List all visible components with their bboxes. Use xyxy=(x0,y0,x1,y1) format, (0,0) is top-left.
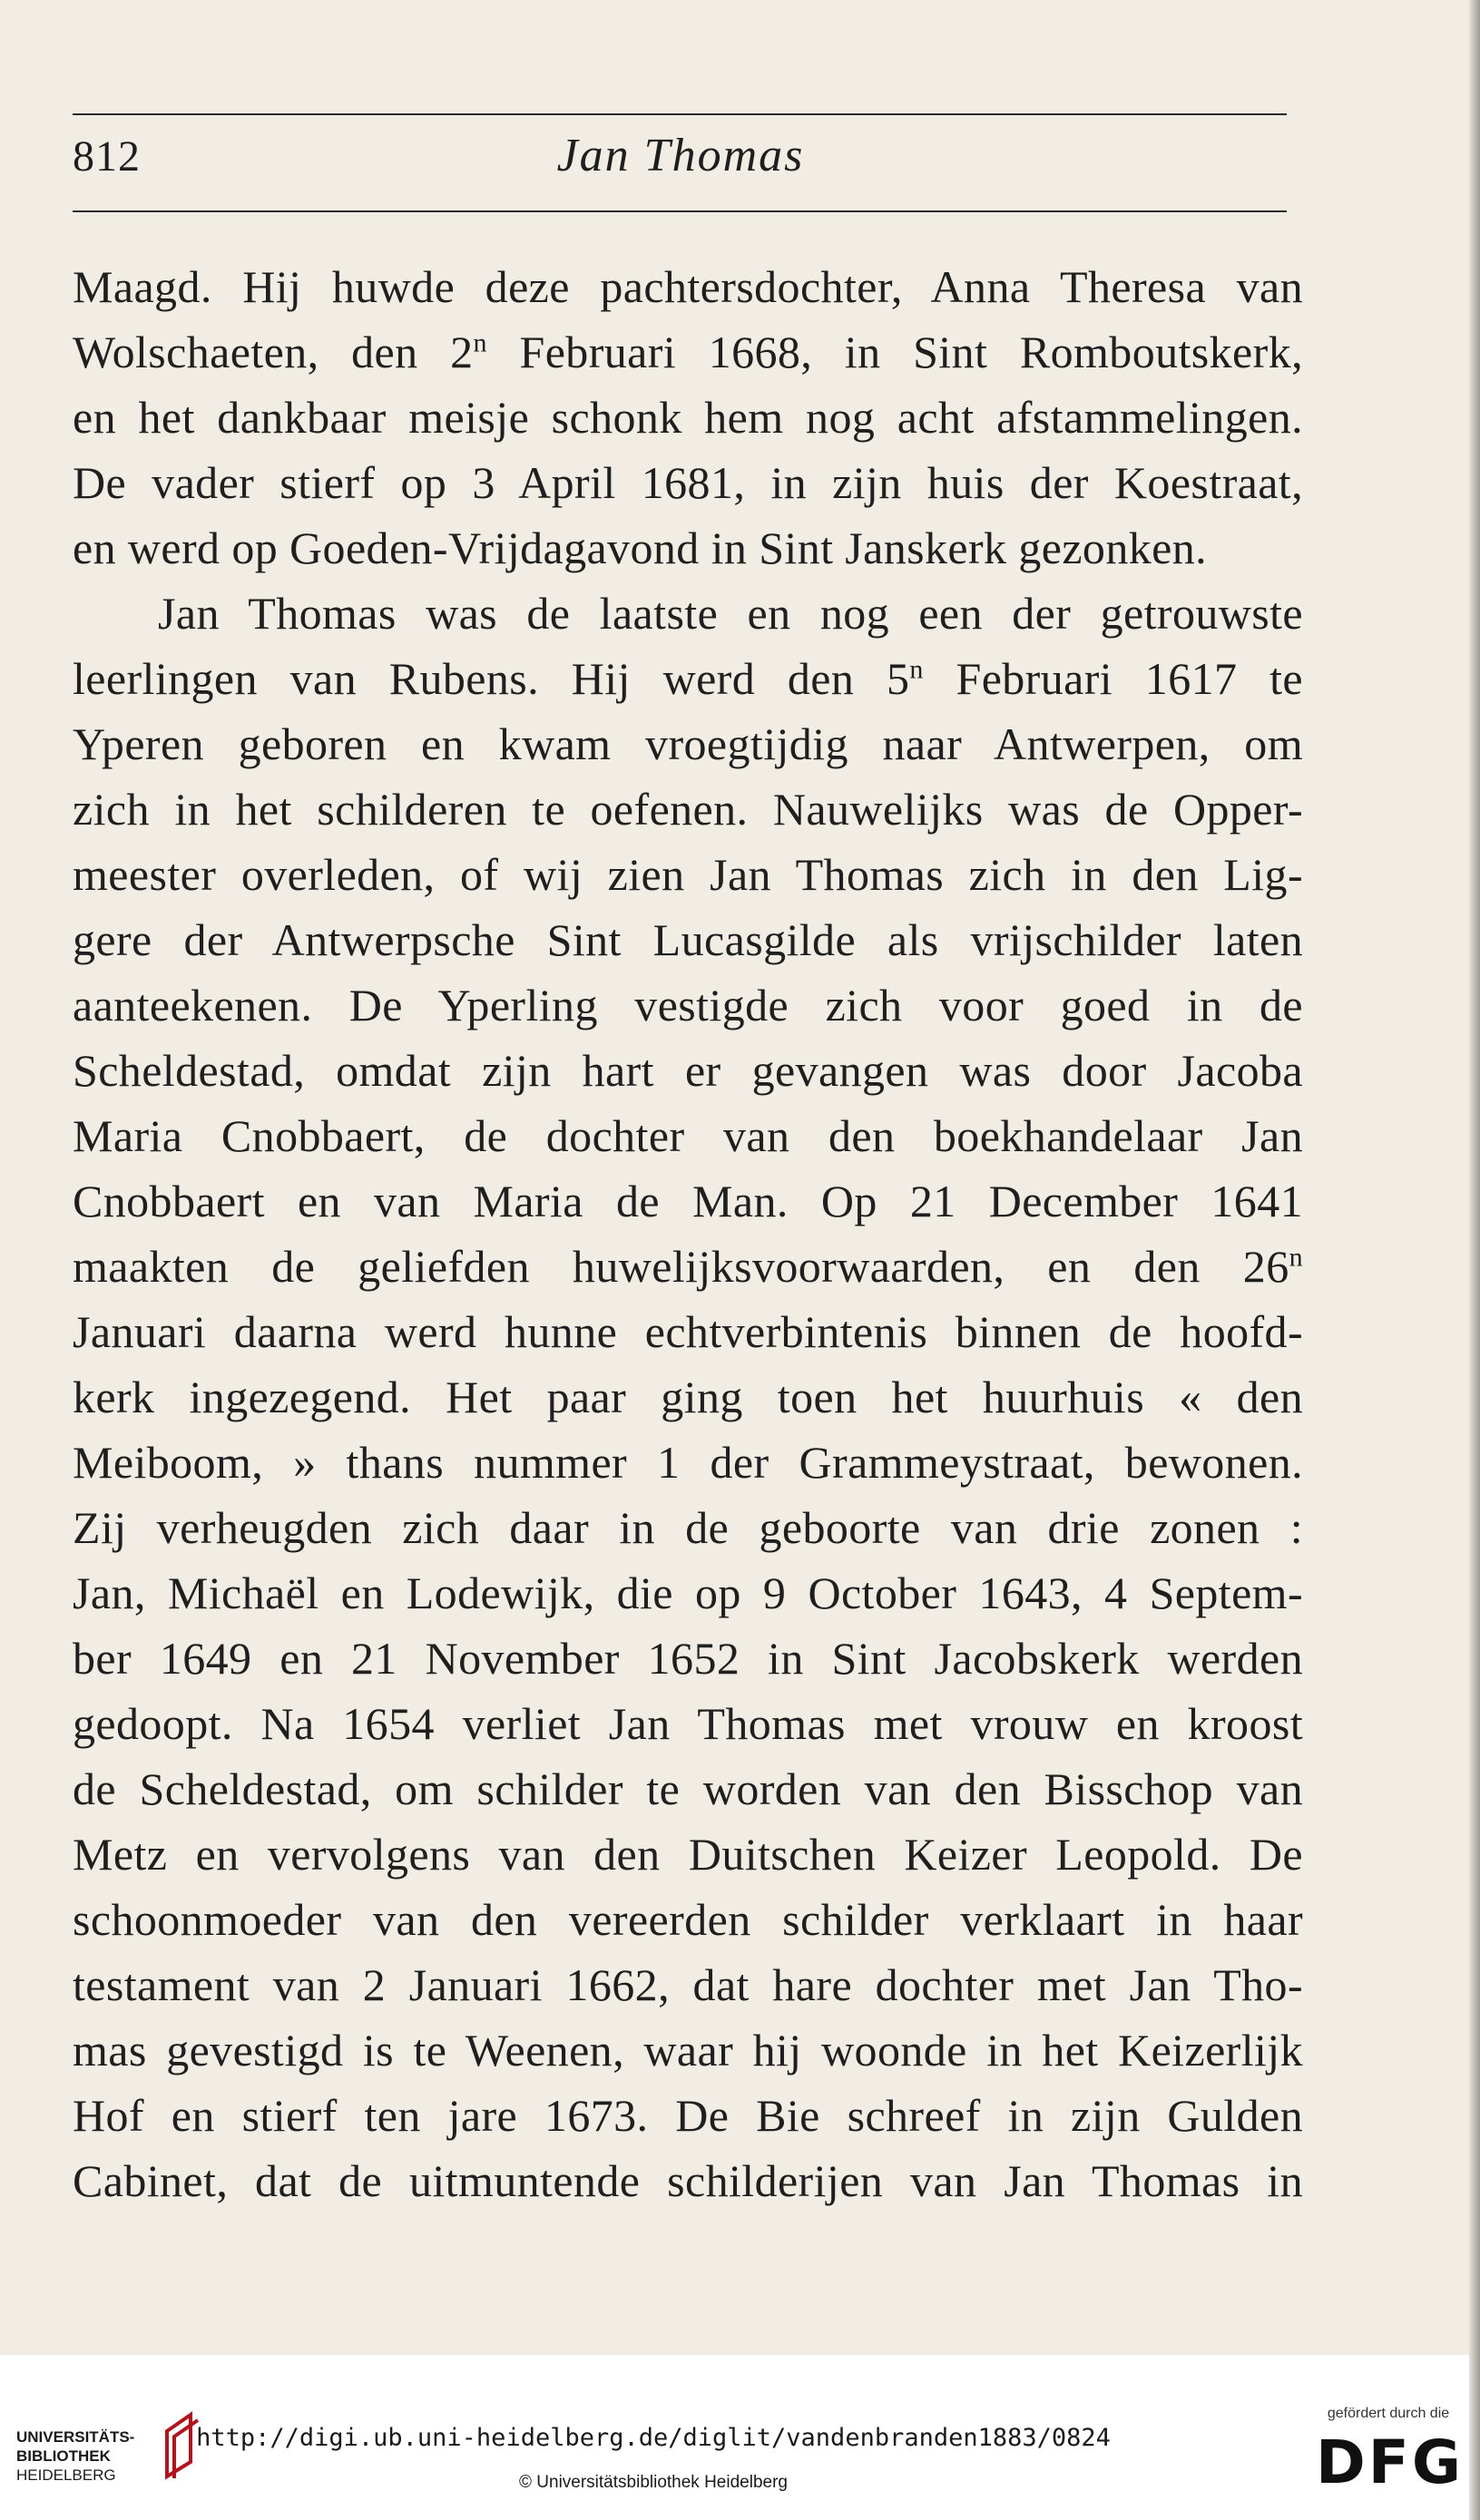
library-name-line: HEIDELBERG xyxy=(16,2466,116,2484)
text-line: kerk ingezegend. Het paar ging toen het huurhuis « den xyxy=(73,1372,1303,1422)
text-line: Scheldestad, omdat zijn hart er gevangen was door Jacoba xyxy=(73,1045,1303,1096)
library-name-line: UNIVERSITÄTS- xyxy=(16,2428,135,2446)
text-line: en werd op Goeden-Vrijdagavond in Sint Janskerk gezonken. xyxy=(73,523,1208,573)
text-line: ber 1649 en 21 November 1652 in Sint Jacobskerk werden xyxy=(73,1633,1303,1684)
text-line: aanteekenen. De Yperling vestigde zich voor goed in de xyxy=(73,980,1303,1030)
text-line: Cnobbaert en van Maria de Man. Op 21 December 1641 xyxy=(73,1176,1303,1226)
text-line: Wolschaeten, den 2$^n$ Februari 1668, in Sint Romboutskerk, xyxy=(73,327,1304,377)
funder-caption: gefördert durch die xyxy=(1327,2406,1450,2421)
text-line: en het dankbaar meisje schonk hem nog acht afstammelingen. xyxy=(73,392,1303,443)
body-text xyxy=(73,254,1303,2213)
dfg-logo: DFG xyxy=(1316,2427,1465,2497)
running-title: Jan Thomas xyxy=(556,130,805,181)
header-bottom-rule xyxy=(73,210,1287,212)
header-top-rule xyxy=(73,113,1287,115)
copyright-notice: © Universitätsbibliothek Heidelberg xyxy=(519,2473,788,2492)
text-line: Hof en stierf ten jare 1673. De Bie schreef in zijn Gulden xyxy=(73,2090,1303,2141)
text-line: testament van 2 Januari 1662, dat hare dochter met Jan Tho- xyxy=(73,1959,1303,2010)
text-line: leerlingen van Rubens. Hij werd den 5$^n$ Februari 1617 te xyxy=(73,653,1303,704)
text-line: meester overleden, of wij zien Jan Thomas zich in den Lig- xyxy=(73,849,1303,900)
text-line: mas gevestigd is te Weenen, waar hij woonde in het Keizerlijk xyxy=(73,2025,1303,2076)
text-line: Meiboom, » thans nummer 1 der Grammeystraat, bewonen. xyxy=(73,1437,1303,1488)
text-line: gedoopt. Na 1654 verliet Jan Thomas met vrouw en kroost xyxy=(73,1698,1303,1749)
text-line: Jan, Michaël en Lodewijk, die op 9 October 1643, 4 Septem- xyxy=(73,1568,1303,1618)
text-line: Metz en vervolgens van den Duitschen Keizer Leopold. De xyxy=(73,1829,1303,1880)
digitization-footer xyxy=(0,2355,1469,2520)
text-line: schoonmoeder van den vereerden schilder verklaart in haar xyxy=(73,1894,1303,1945)
text-line: Maagd. Hij huwde deze pachtersdochter, Anna Theresa van xyxy=(73,261,1303,312)
permalink-url[interactable]: http://digi.ub.uni-heidelberg.de/diglit/vandenbranden1883/0824 xyxy=(196,2424,1111,2452)
text-line: gere der Antwerpsche Sint Lucasgilde als vrijschilder laten xyxy=(73,914,1303,965)
text-line: De vader stierf op 3 April 1681, in zijn huis der Koestraat, xyxy=(73,457,1303,508)
text-line: Januari daarna werd hunne echtverbintenis binnen de hoofd- xyxy=(73,1306,1303,1357)
text-line: zich in het schilderen te oefenen. Nauwelijks was de Opper- xyxy=(73,784,1303,835)
text-line: Yperen geboren en kwam vroegtijdig naar Antwerpen, om xyxy=(73,718,1303,769)
text-line: de Scheldestad, om schilder te worden van den Bisschop van xyxy=(73,1763,1303,1814)
text-line: Maria Cnobbaert, de dochter van den boekhandelaar Jan xyxy=(73,1110,1303,1161)
text-line: maakten de geliefden huwelijksvoorwaarden, en den 26$^n$ xyxy=(73,1241,1303,1292)
text-line: Cabinet, dat de uitmuntende schilderijen van Jan Thomas in xyxy=(73,2155,1303,2206)
text-line: Zij verheugden zich daar in de geboorte van drie zonen : xyxy=(73,1502,1303,1553)
page-edge-shadow xyxy=(1469,0,1480,2520)
library-name-line: BIBLIOTHEK xyxy=(16,2447,111,2465)
text-line: Jan Thomas was de laatste en nog een der getrouwste xyxy=(158,588,1303,639)
page-number: 812 xyxy=(73,132,141,181)
